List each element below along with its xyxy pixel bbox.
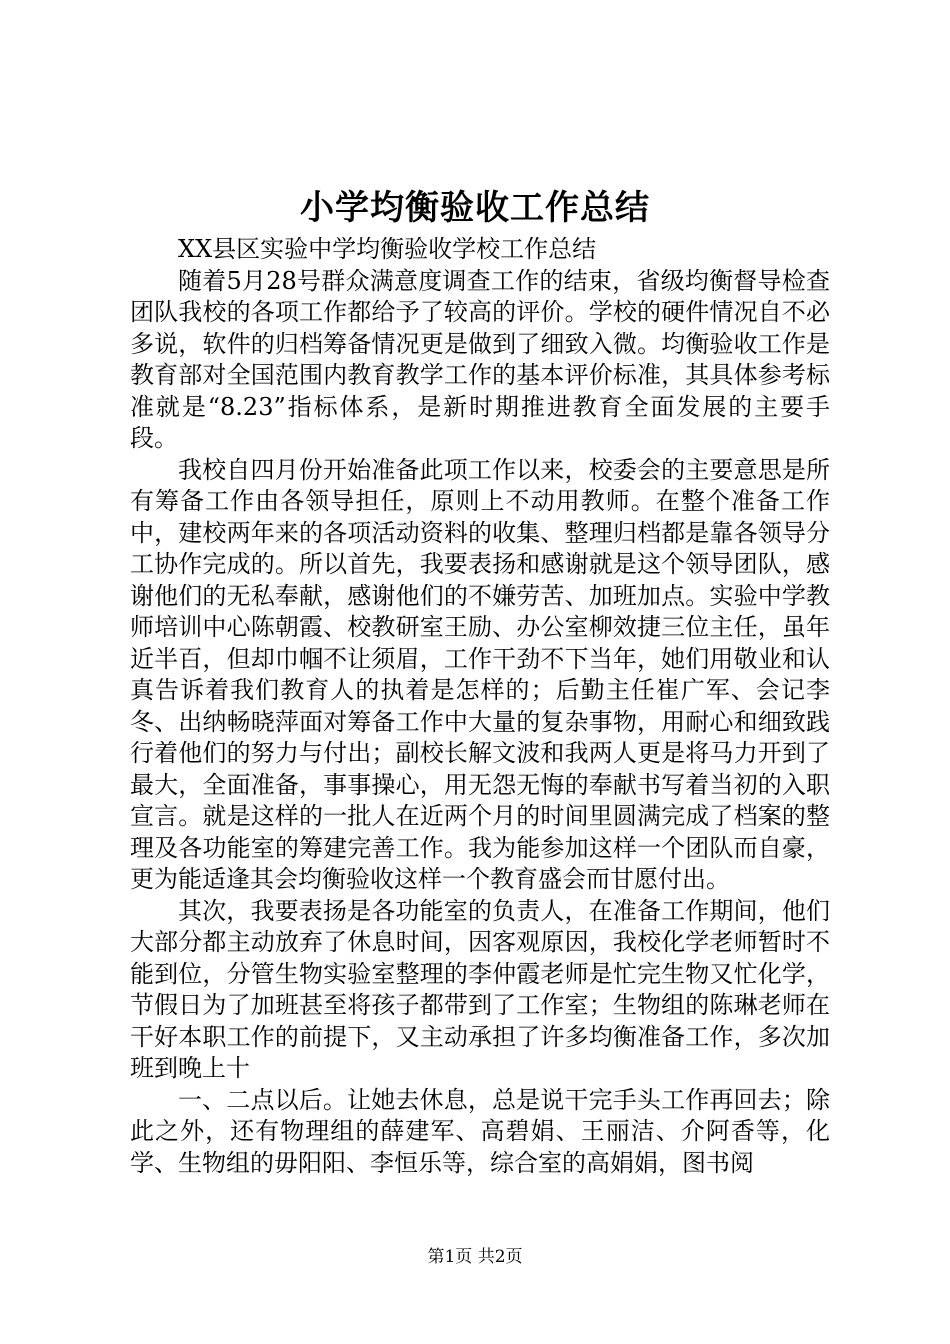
- paragraph: 其次，我要表扬是各功能室的负责人，在准备工作期间，他们大部分都主动放弃了休息时间，因客观原因，我校化学老师暂时不能到位，分管生物实验室整理的李仲霞老师是忙完生物又忙化学，节假日为了加班甚至将孩子都带到了工作室；生物组的陈琳老师在干好本职工作的前提下，又主动承担了许多均衡准备工作，多次加班到晚上十: [130, 896, 830, 1082]
- page-number-footer: 第1页 共2页: [427, 1247, 523, 1267]
- document-title: 小学均衡验收工作总结: [300, 188, 650, 228]
- paragraph-subtitle: XX县区实验中学均衡验收学校工作总结: [178, 235, 597, 263]
- document-body: [130, 234, 830, 1179]
- paragraph: 随着5月28号群众满意度调查工作的结束，省级均衡督导检查团队我校的各项工作都给予了较高的评价。学校的硬件情况自不必多说，软件的归档筹备情况更是做到了细致入微。均衡验收工作是教育部对全国范围内教育教学工作的基本评价标准，其具体参考标准就是“8.23”指标体系，是新时期推进教育全面发展的主要手段。: [130, 266, 830, 452]
- paragraph: 我校自四月份开始准备此项工作以来，校委会的主要意思是所有筹备工作由各领导担任，原则上不动用教师。在整个准备工作中，建校两年来的各项活动资料的收集、整理归档都是靠各领导分工协作完成的。所以首先，我要表扬和感谢就是这个领导团队，感谢他们的无私奉献，感谢他们的不嫌劳苦、加班加点。实验中学教师培训中心陈朝霞、校教研室王励、办公室柳效捷三位主任，虽年近半百，但却巾帼不让须眉，工作干劲不下当年，她们用敬业和认真告诉着我们教育人的执着是怎样的；后勤主任崔广军、会记李冬、出纳畅晓萍面对筹备工作中大量的复杂事物，用耐心和细致践行着他们的努力与付出；副校长解文波和我两人更是将马力开到了最大，全面准备，事事操心，用无怨无悔的奉献书写着当初的入职宣言。就是这样的一批人在近两个月的时间里圆满完成了档案的整理及各功能室的筹建完善工作。我为能参加这样一个团队而自豪，更为能适逢其会均衡验收这样一个教育盛会而甘愿付出。: [130, 455, 830, 893]
- paragraph: 一、二点以后。让她去休息，总是说干完手头工作再回去；除此之外，还有物理组的薛建军、高碧娟、王丽洁、介阿香等，化学、生物组的毋阳阳、李恒乐等，综合室的高娟娟，图书阅: [130, 1085, 830, 1177]
